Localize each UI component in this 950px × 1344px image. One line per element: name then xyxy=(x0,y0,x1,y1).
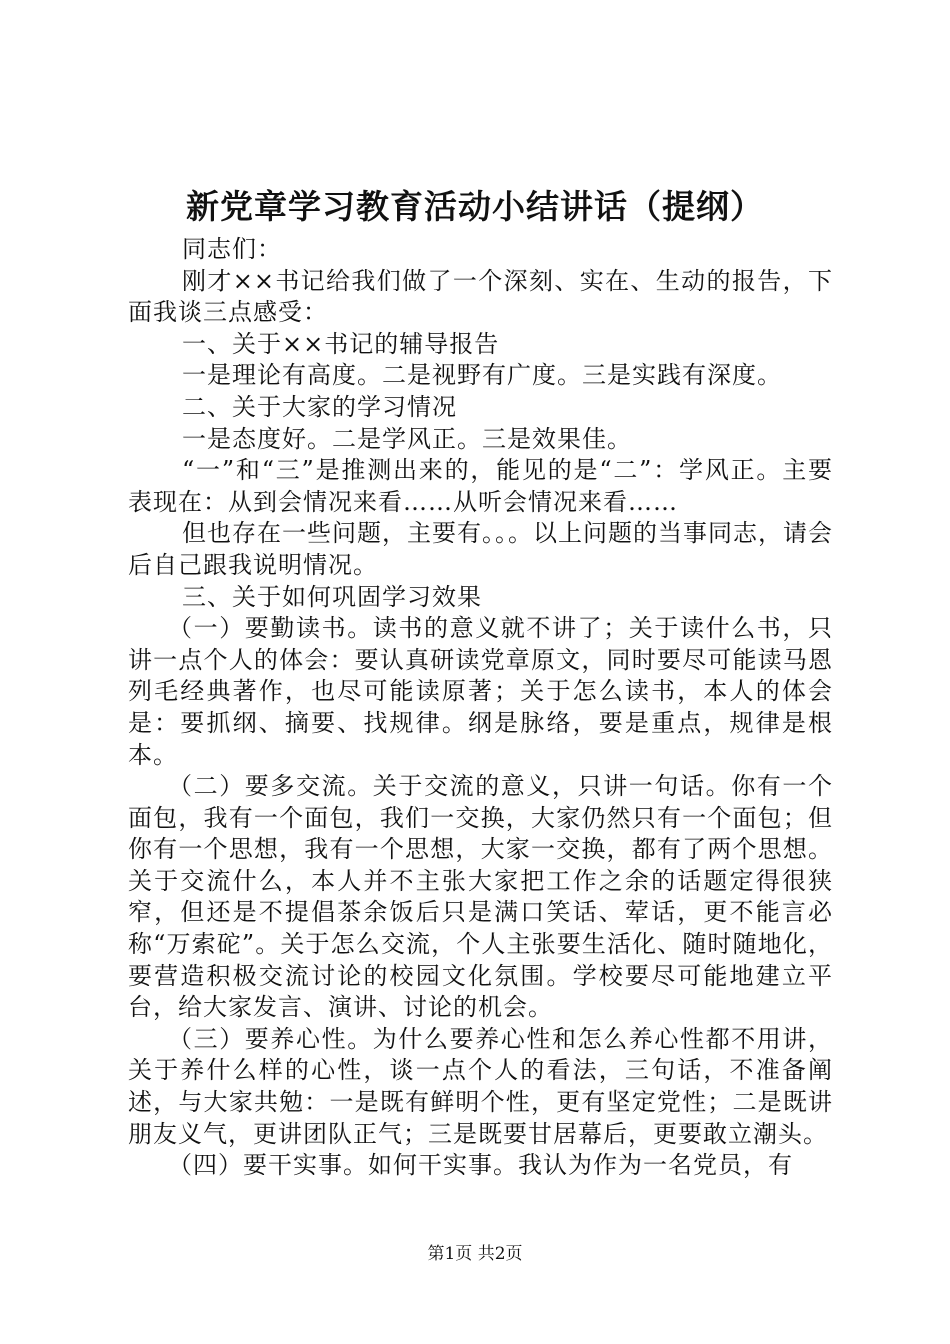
section-heading-3: 三、关于如何巩固学习效果 xyxy=(182,582,482,611)
paragraph-practical-work: （四）要干实事。如何干实事。我认为作为一名党员，有 xyxy=(168,1151,793,1180)
section-heading-2: 二、关于大家的学习情况 xyxy=(182,392,457,421)
section-heading-1: 一、关于××书记的辅导报告 xyxy=(182,329,500,358)
paragraph-section-1: 一是理论有高度。二是视野有广度。三是实践有深度。 xyxy=(182,361,782,390)
paragraph-reading: （一）要勤读书。读书的意义就不讲了；关于读什么书，只讲一点个人的体会：要认真研读党章原文，同时要尽可能读马恩列毛经典著作，也尽可能读原著；关于怎么读书，本人的体会是：要抓纲、摘要、找规律。纲是脉络，要是重点，规律是根本。 xyxy=(128,614,833,769)
document-body xyxy=(128,234,833,1182)
paragraph-problems: 但也存在一些问题，主要有。。。以上问题的当事同志，请会后自己跟我说明情况。 xyxy=(128,519,833,579)
page-footer: 第1页 共2页 xyxy=(427,1244,523,1264)
paragraph-opening: 刚才××书记给我们做了一个深刻、实在、生动的报告，下面我谈三点感受： xyxy=(128,266,833,327)
paragraph-section-2: 一是态度好。二是学风正。三是效果佳。 xyxy=(182,424,632,453)
paragraph-salutation: 同志们： xyxy=(182,235,282,263)
paragraph-temperament: （三）要养心性。为什么要养心性和怎么养心性都不用讲，关于养什么样的心性，谈一点个人的看法，三句话，不准备阐述，与大家共勉：一是既有鲜明个性，更有坚定党性；二是既讲朋友义气，更讲团队正气；三是既要甘居幕后，更要敢立潮头。 xyxy=(128,1024,833,1148)
document-title: 新党章学习教育活动小结讲话（提纲） xyxy=(186,187,764,226)
paragraph-study-style: “一”和“三”是推测出来的，能见的是“二”：学风正。主要表现在：从到会情况来看……从听会情况来看…… xyxy=(128,456,833,516)
paragraph-communication: （二）要多交流。关于交流的意义，只讲一句话。你有一个面包，我有一个面包，我们一交换，大家仍然只有一个面包；但你有一个思想，我有一个思想，大家一交换，都有了两个思想。关于交流什么，本人并不主张大家把工作之余的话题定得很狭窄，但还是不提倡茶余饭后只是满口笑话、荤话，更不能言必称“万索砣”。关于怎么交流，个人主张要生活化、随时随地化，要营造积极交流讨论的校园文化氛围。学校要尽可能地建立平台，给大家发言、演讲、讨论的机会。 xyxy=(128,772,833,1022)
